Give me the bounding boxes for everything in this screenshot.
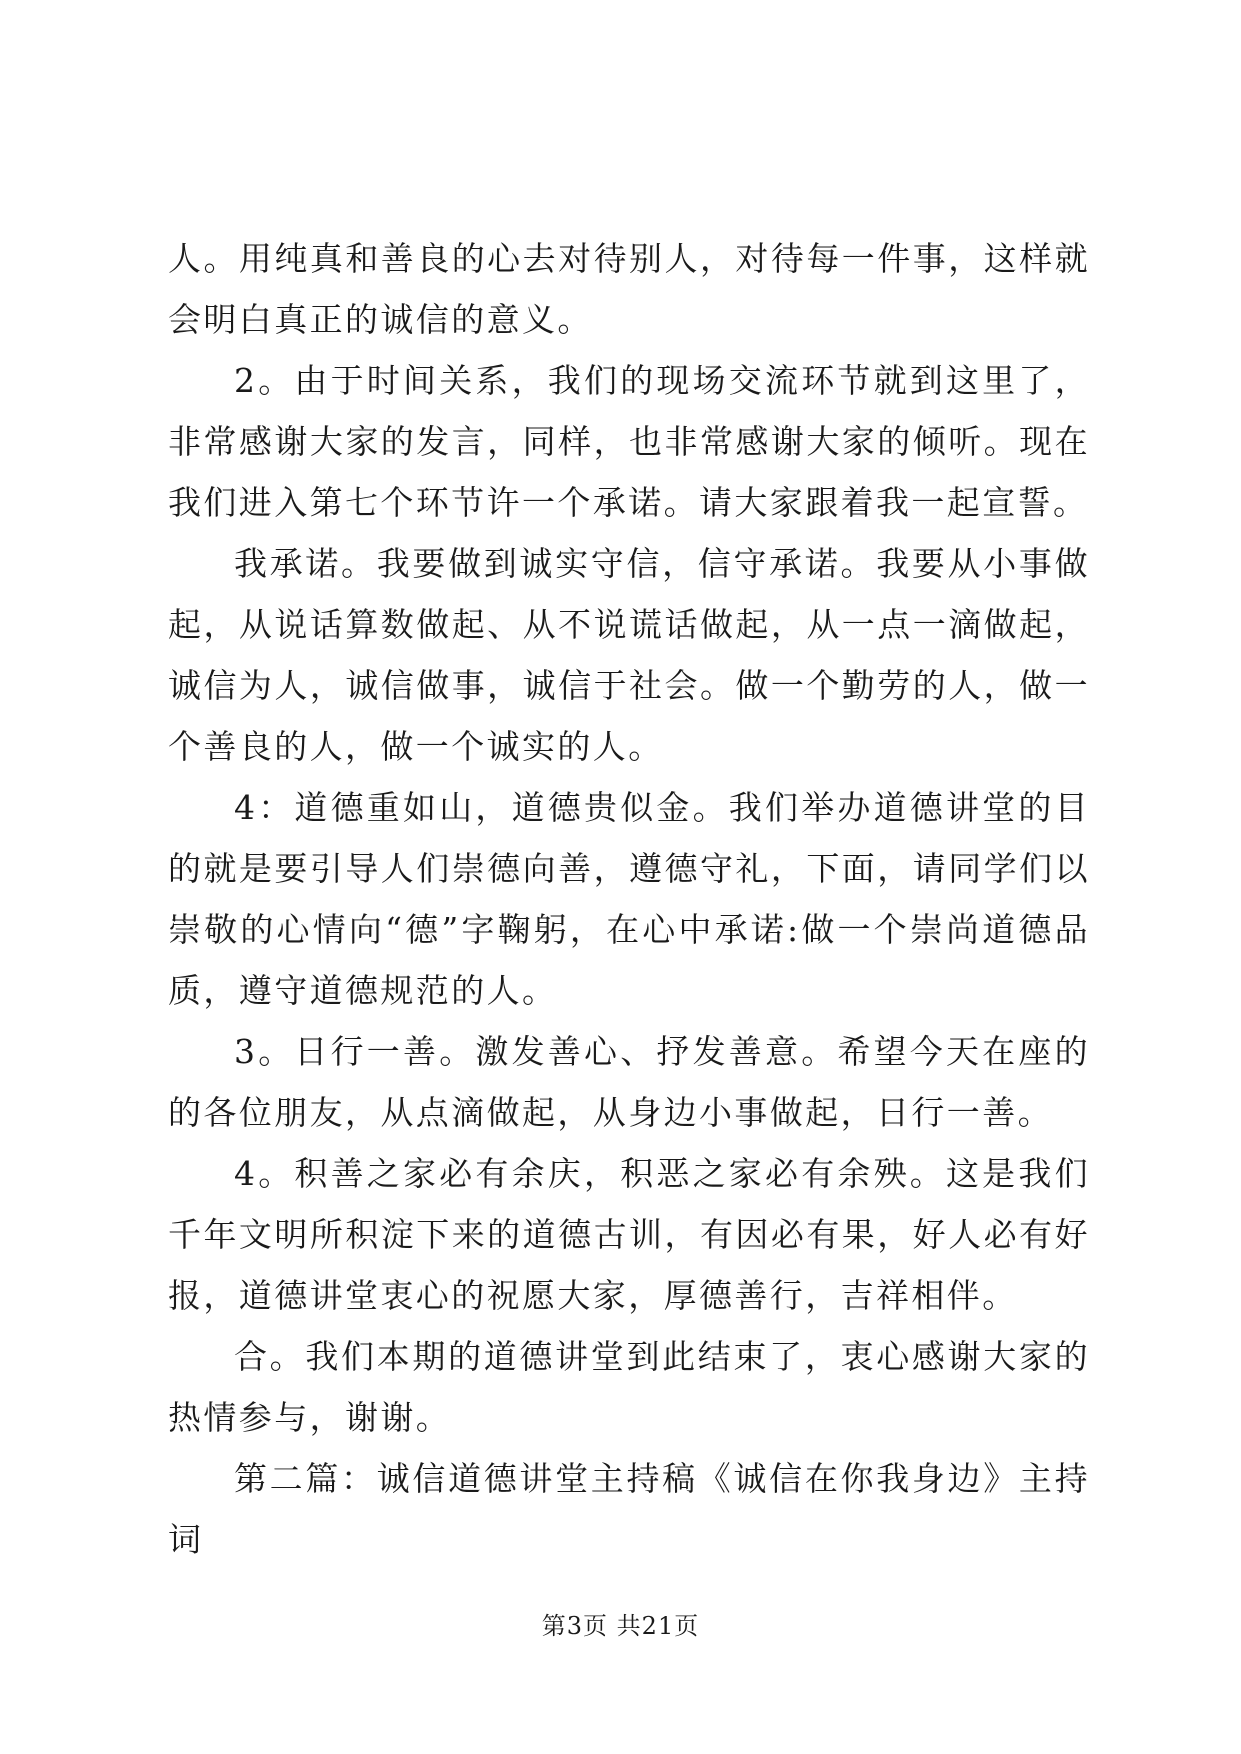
paragraph-4: 4：道德重如山，道德贵似金。我们举办道德讲堂的目的就是要引导人们崇德向善，遵德守礼，下面，请同学们以崇敬的心情向“德”字鞠躬，在心中承诺:做一个崇尚道德品质，遵守道德规范的人。 [168, 788, 1090, 1010]
paragraph-7: 合。我们本期的道德讲堂到此结束了，衷心感谢大家的热情参与，谢谢。 [168, 1337, 1090, 1437]
paragraph-6: 4。积善之家必有余庆，积恶之家必有余殃。这是我们千年文明所积淀下来的道德古训，有因必有果，好人必有好报，道德讲堂衷心的祝愿大家，厚德善行，吉祥相伴。 [168, 1154, 1090, 1315]
paragraph-5: 3。日行一善。激发善心、抒发善意。希望今天在座的的各位朋友，从点滴做起，从身边小事做起，日行一善。 [168, 1032, 1090, 1132]
paragraph-1: 人。用纯真和善良的心去对待别人，对待每一件事，这样就会明白真正的诚信的意义。 [168, 239, 1090, 339]
page-number-label: 第3页 共21页 [541, 1612, 700, 1640]
paragraph-3: 我承诺。我要做到诚实守信，信守承诺。我要从小事做起，从说话算数做起、从不说谎话做起，从一点一滴做起，诚信为人，诚信做事，诚信于社会。做一个勤劳的人，做一个善良的人，做一个诚实的人。 [168, 544, 1090, 766]
page-footer [0, 1606, 1241, 1641]
section-heading: 第二篇：诚信道德讲堂主持稿《诚信在你我身边》主持词 [168, 1459, 1090, 1559]
document-body [168, 228, 1090, 1570]
paragraph-2: 2。由于时间关系，我们的现场交流环节就到这里了，非常感谢大家的发言，同样，也非常感谢大家的倾听。现在我们进入第七个环节许一个承诺。请大家跟着我一起宣誓。 [168, 361, 1090, 522]
